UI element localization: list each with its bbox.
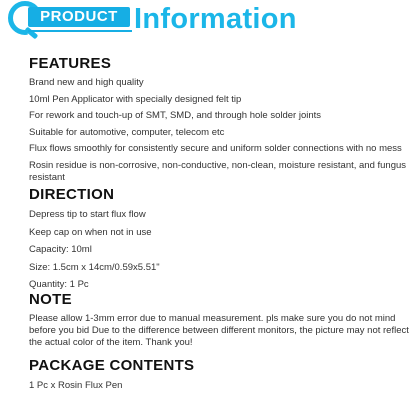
product-badge: PRODUCT [28, 7, 130, 27]
feature-item: For rework and touch-up of SMT, SMD, and through hole solder joints [29, 110, 322, 121]
product-information-header [0, 0, 416, 44]
direction-section [29, 186, 409, 297]
q-logo-tail-icon [24, 27, 38, 40]
feature-item: Suitable for automotive, computer, telecom etc [29, 126, 225, 138]
direction-item: Quantity: 1 Pc [29, 279, 89, 290]
direction-item: Capacity: 10ml [29, 244, 92, 255]
feature-item: Flux flows smoothly for consistently secure and uniform solder connections with no mess [29, 143, 402, 154]
features-section [29, 55, 409, 188]
package-contents-text: 1 Pc x Rosin Flux Pen [29, 380, 123, 391]
badge-underline [28, 30, 132, 32]
features-heading: FEATURES [29, 55, 112, 72]
note-text: Please allow 1-3mm error due to manual measurement. pls make sure you do not mind before you bid Due to the difference between different monitors, the picture may not reflect the actual color of the item. Thank you! [29, 313, 409, 348]
direction-item: Size: 1.5cm x 14cm/0.59x5.51" [29, 261, 160, 273]
package-contents-section [29, 357, 409, 392]
direction-item: Keep cap on when not in use [29, 226, 152, 238]
feature-item: 10ml Pen Applicator with specially designed felt tip [29, 93, 242, 105]
feature-item: Brand new and high quality [29, 77, 144, 88]
direction-item: Depress tip to start flux flow [29, 209, 146, 220]
note-heading: NOTE [29, 291, 72, 308]
note-section [29, 291, 409, 349]
feature-item: Rosin residue is non-corrosive, non-conductive, non-clean, moisture resistant, and fungus resistant [29, 159, 407, 183]
package-contents-heading: PACKAGE CONTENTS [29, 357, 195, 374]
header-title: Information [134, 3, 297, 35]
direction-heading: DIRECTION [29, 186, 115, 203]
